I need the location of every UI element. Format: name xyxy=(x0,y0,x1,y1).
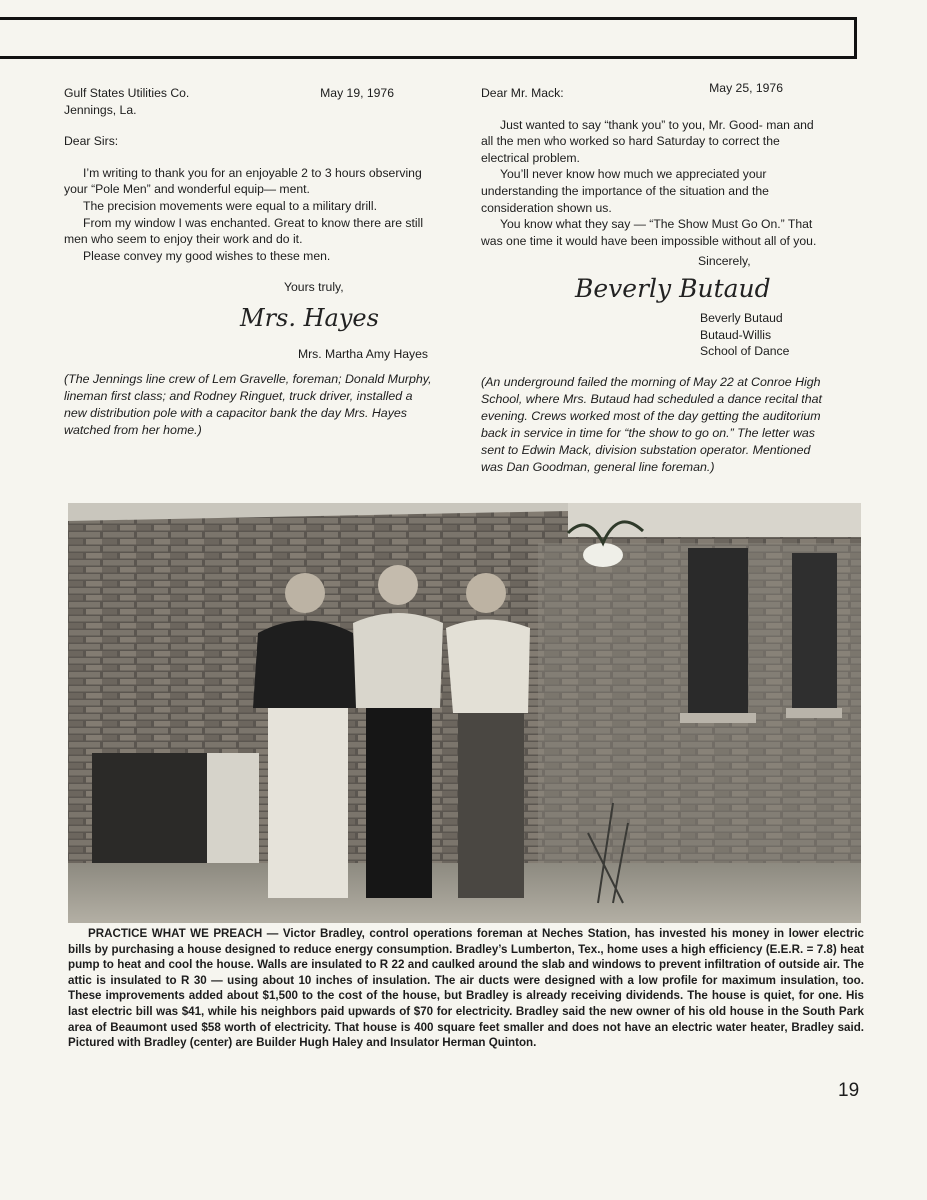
signature-hayes xyxy=(236,298,436,338)
svg-text:Mrs. Hayes: Mrs. Hayes xyxy=(240,303,379,332)
letter-hayes-header xyxy=(64,85,434,118)
salutation: Dear Mr. Mack: xyxy=(481,86,564,100)
svg-text:Beverly Butaud: Beverly Butaud xyxy=(575,273,771,303)
letter-butaud xyxy=(481,80,821,476)
signer-name: Beverly Butaud xyxy=(700,310,783,325)
letter-paragraph: From my window I was enchanted. Great to know there are still men who seem to enjoy their work and do it. xyxy=(64,215,424,247)
header-rule-box xyxy=(0,17,857,59)
photo-three-men-brick-house xyxy=(68,503,861,923)
closing: Sincerely, xyxy=(698,254,751,269)
salutation: Dear Sirs: xyxy=(64,134,119,149)
signer-name: Mrs. Martha Amy Hayes xyxy=(297,346,428,361)
signature-butaud xyxy=(571,270,821,310)
letter-paragraph: You’ll never know how much we appreciated your understanding the importance of the situation and the consideration shown us. xyxy=(481,167,769,215)
letter-paragraph: I’m writing to thank you for an enjoyable 2 to 3 hours observing your “Pole Men” and wonderful equip— ment. xyxy=(64,165,422,197)
closing: Yours truly, xyxy=(284,280,344,295)
editor-note: (An underground failed the morning of May 22 at Conroe High School, where Mrs. Butaud had scheduled a dance recital that evening. Crews worked most of the day getting the auditorium back in service in time for “the show to go on.” The letter was sent to Edwin Mack, division substation operator. Mentioned was Dan Goodman, general line foreman.) xyxy=(481,374,822,474)
letter-date: May 19, 1976 xyxy=(320,86,394,100)
caption-body: Victor Bradley, control operations foreman at Neches Station, has invested his money in lower electric bills by purchasing a house designed to reduce energy consumption. Bradley’s Lumberton, Tex., home uses a high efficiency (E.E.R. = 7.8) heat pump to heat and cool the house. Walls are insulated to R 22 and caulked around the slab and windows to prevent infiltration of outside air. The attic is insulated to R 30 — using about 10 inches of insulation. The air ducts were designed with a low profile for maximum insulation, too. These improvements added about $1,500 to the cost of the house, but Bradley is already receiving dividends. The house is quiet, for one. His last electric bill was $41, while his neighbors paid upwards of $70 for electricity. Bradley said the new owner of his old house in the South Park area of Beaumont used $58 worth of electricity. That house is 400 square feet smaller and does not have an electric water heater, Bradley said. Pictured with Bradley (center) are Builder Hugh Haley and Insulator Herman Quinton. xyxy=(68,927,864,1050)
page-number: 19 xyxy=(838,1080,860,1101)
letter-butaud-header xyxy=(481,80,821,102)
letter-date: May 25, 1976 xyxy=(709,81,783,95)
signer-organization: Butaud-Willis xyxy=(700,327,772,342)
photo-illustration xyxy=(68,503,861,923)
recipient-city: Jennings, La. xyxy=(64,102,137,117)
letter-hayes xyxy=(64,85,434,439)
letter-paragraph: The precision movements were equal to a military drill. xyxy=(83,198,377,213)
editor-note: (The Jennings line crew of Lem Gravelle, foreman; Donald Murphy, lineman first class; and Rodney Ringuet, truck driver, installed a new distribution pole with a capacitor bank the day Mrs. Hayes watched from her home.) xyxy=(64,371,432,437)
letter-paragraph: Just wanted to say “thank you” to you, Mr. Good- man and all the men who worked so hard Saturday to correct the electrical problem. xyxy=(481,117,814,165)
signer-organization-line2: School of Dance xyxy=(700,344,790,359)
recipient-line: Gulf States Utilities Co. xyxy=(64,86,190,100)
photo-caption xyxy=(68,926,864,1051)
letter-paragraph: You know what they say — “The Show Must Go On.” That was one time it would have been impossible without all of you. xyxy=(481,217,817,248)
signer-block xyxy=(481,310,821,360)
letter-paragraph: Please convey my good wishes to these men. xyxy=(83,248,331,263)
caption-lead: PRACTICE WHAT WE PREACH — xyxy=(88,927,279,940)
